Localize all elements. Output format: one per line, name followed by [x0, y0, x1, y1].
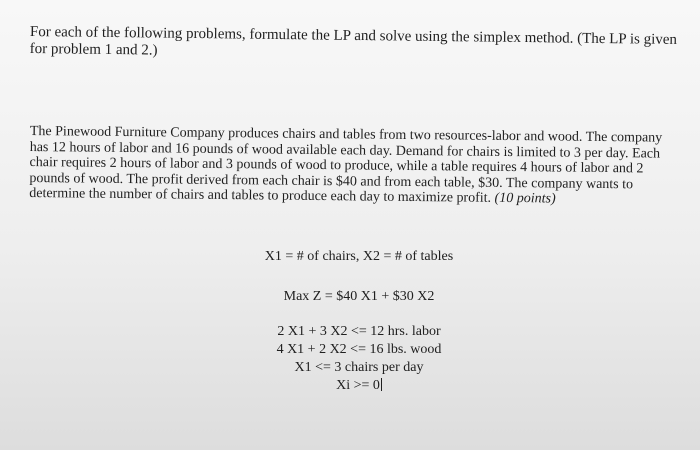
decision-variables: X1 = # of chairs, X2 = # of tables [264, 249, 454, 264]
wood-constraint: 4 X1 + 2 X2 <= 16 lbs. wood [276, 342, 442, 357]
nonnegativity-text: Xi >= 0 [336, 378, 380, 393]
points-label: (10 points) [494, 190, 556, 207]
constraints-list [224, 323, 494, 395]
problem-description: The Pinewood Furniture Company produces chairs and tables from two resources-labor and wood. The company has 12 hours of labor and 16 pounds of wood available each day. Demand for chairs is limited to 3 per day. Each chair requires 2 hours of labor and 3 pounds of wood to produce, while a table requires 4 hours of labor and 2 pounds of wood. The profit derived from each chair is $40 and from each table, $30. The company wants to determine the number of chairs and tables to produce each day to maximize profit. [29, 124, 663, 206]
pinewood-problem-paragraph [29, 124, 680, 208]
chair-demand-constraint: X1 <= 3 chairs per day [294, 360, 424, 375]
objective-function: Max Z = $40 X1 + $30 X2 [283, 289, 435, 304]
instructions-paragraph: For each of the following problems, formulate the LP and solve using the simplex method. (The LP is given for problem 1 and 2.) [29, 24, 678, 59]
text-cursor [381, 378, 382, 391]
nonnegativity-constraint [224, 377, 494, 395]
labor-constraint: 2 X1 + 3 X2 <= 12 hrs. labor [277, 324, 441, 339]
